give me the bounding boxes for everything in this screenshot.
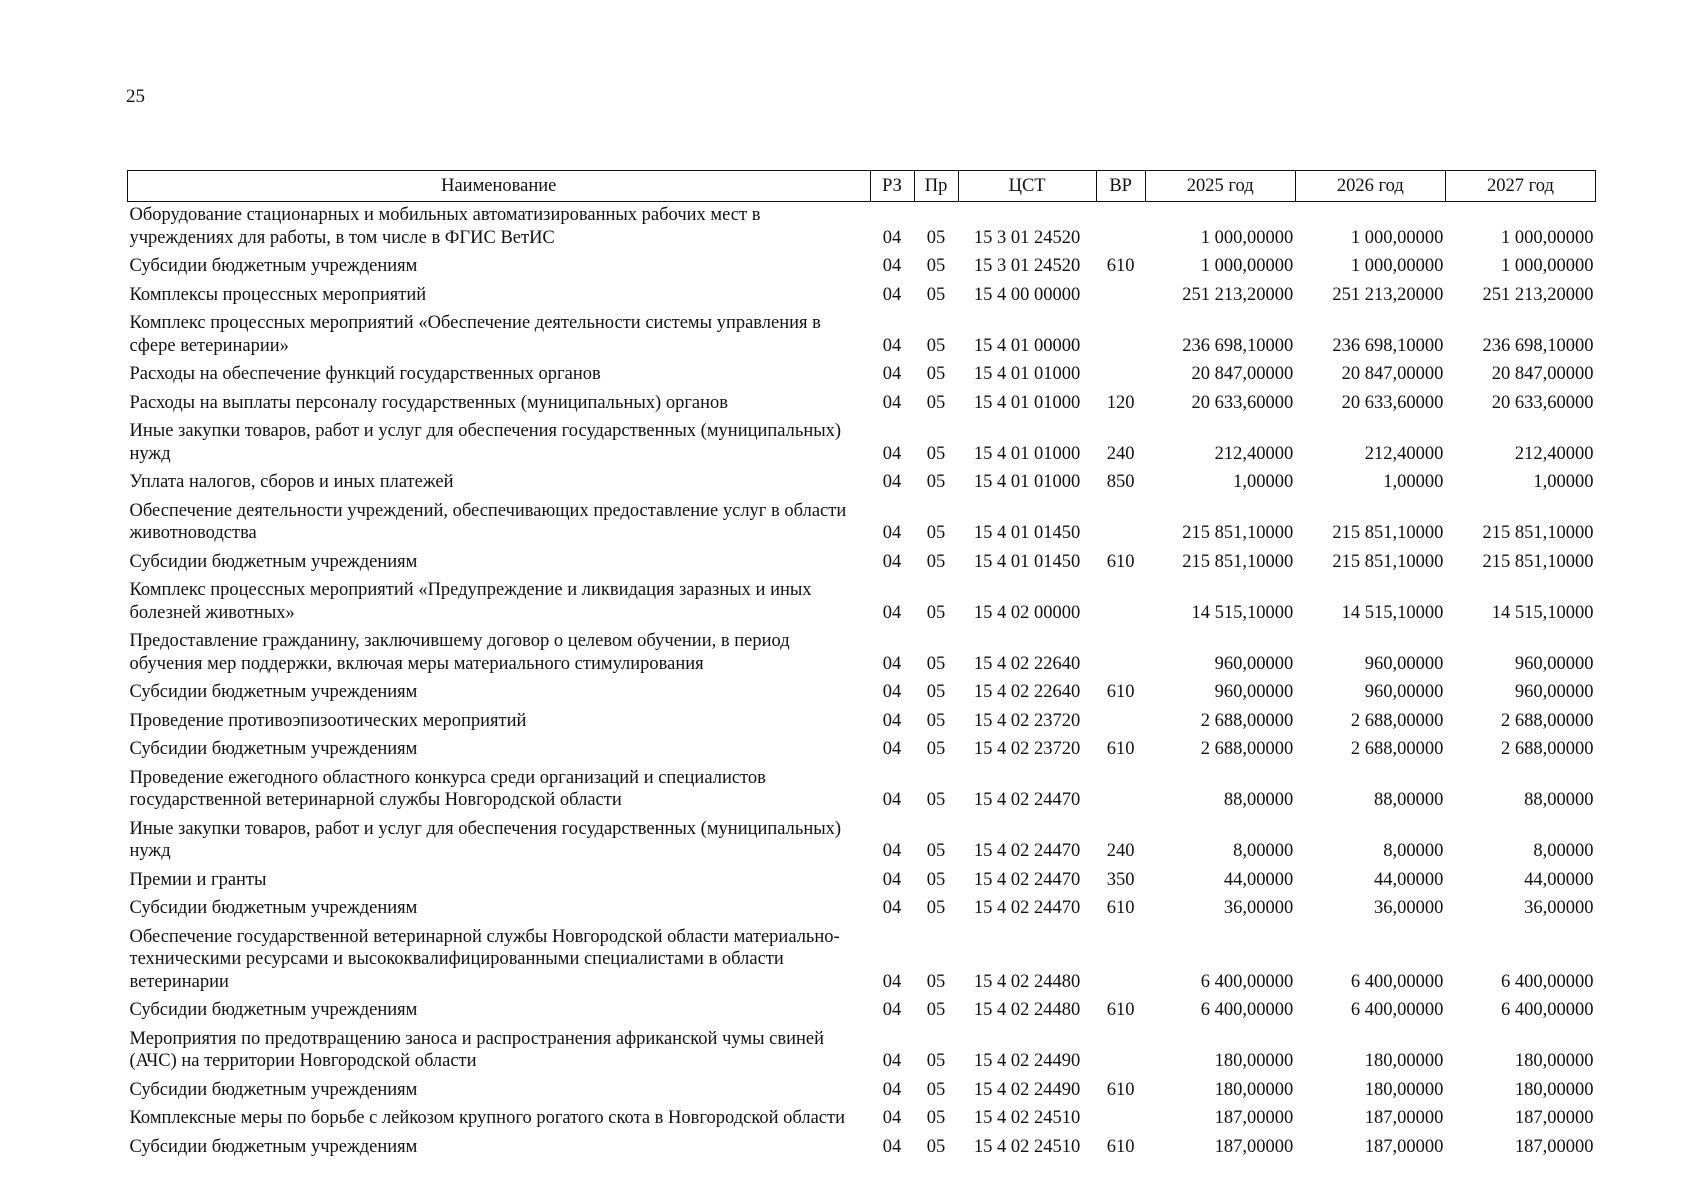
cell-pr: 05 xyxy=(926,653,946,674)
cell-rz: 04 xyxy=(882,1079,902,1100)
cell-pr: 05 xyxy=(926,869,946,890)
cell-y2025: 187,00000 xyxy=(1214,1136,1294,1157)
cell-pr: 05 xyxy=(926,739,946,759)
table-row xyxy=(128,679,1596,708)
cell-rz: 04 xyxy=(882,392,902,413)
cell-cst: 15 4 02 24510 xyxy=(973,1136,1081,1157)
cell-pr: 05 xyxy=(926,227,946,248)
cell-y2025: 6 400,00000 xyxy=(1200,971,1294,992)
cell-y2025: 187,00000 xyxy=(1214,1108,1294,1128)
cell-pr: 05 xyxy=(926,443,946,464)
cell-y2026: 215 851,10000 xyxy=(1332,523,1444,543)
cell-pr: 05 xyxy=(926,602,946,623)
cell-cst: 15 4 02 22640 xyxy=(973,682,1081,702)
table-body xyxy=(128,202,1596,1163)
cell-y2025: 14 515,10000 xyxy=(1191,602,1294,623)
cell-vr: 610 xyxy=(1106,898,1135,918)
header-vr: ВР xyxy=(1096,171,1145,202)
cell-rz: 04 xyxy=(882,335,902,356)
cell-pr: 05 xyxy=(926,1136,946,1157)
cell-rz: 04 xyxy=(882,1108,902,1128)
cell-pr: 05 xyxy=(926,790,946,810)
cell-vr xyxy=(1096,1026,1145,1077)
cell-y2025: 215 851,10000 xyxy=(1182,551,1294,572)
cell-vr: 350 xyxy=(1106,869,1135,890)
cell-vr xyxy=(1096,577,1145,628)
cell-pr: 05 xyxy=(926,710,946,731)
cell-vr xyxy=(1096,498,1145,549)
cell-cst: 15 3 01 24520 xyxy=(973,227,1081,248)
cell-y2025: 6 400,00000 xyxy=(1200,1000,1294,1020)
cell-y2027: 6 400,00000 xyxy=(1501,971,1594,992)
cell-cst: 15 4 01 01450 xyxy=(973,523,1081,543)
cell-vr: 240 xyxy=(1106,443,1135,464)
cell-cst: 15 4 02 24470 xyxy=(973,869,1081,890)
cell-y2027: 20 847,00000 xyxy=(1491,364,1594,384)
cell-y2027: 180,00000 xyxy=(1514,1079,1594,1100)
cell-name: Субсидии бюджетным учреждениям xyxy=(129,898,418,918)
cell-y2027: 2 688,00000 xyxy=(1501,710,1594,731)
cell-vr xyxy=(1096,708,1145,737)
cell-y2027: 187,00000 xyxy=(1514,1108,1594,1128)
cell-cst: 15 4 01 01000 xyxy=(973,472,1081,492)
cell-y2026: 2 688,00000 xyxy=(1350,710,1444,731)
cell-y2026: 20 633,60000 xyxy=(1341,392,1444,413)
cell-cst: 15 4 01 01000 xyxy=(973,443,1081,464)
table-row xyxy=(128,708,1596,737)
cell-cst: 15 4 02 24480 xyxy=(973,1000,1081,1020)
cell-rz: 04 xyxy=(882,523,902,543)
cell-y2026: 180,00000 xyxy=(1364,1051,1444,1071)
cell-rz: 04 xyxy=(882,1000,902,1020)
cell-cst: 15 4 02 23720 xyxy=(973,739,1081,759)
cell-rz: 04 xyxy=(882,739,902,759)
header-2025: 2025 год xyxy=(1145,171,1295,202)
cell-y2025: 20 633,60000 xyxy=(1191,392,1294,413)
cell-cst: 15 4 01 01000 xyxy=(973,364,1081,384)
cell-name: Комплекс процессных мероприятий «Обеспечение деятельности системы управления в сфере ветеринарии» xyxy=(129,313,821,356)
cell-pr: 05 xyxy=(926,335,946,356)
cell-vr xyxy=(1096,628,1145,679)
cell-y2027: 36,00000 xyxy=(1524,898,1594,918)
cell-name: Расходы на выплаты персоналу государственных (муниципальных) органов xyxy=(129,392,729,413)
cell-y2026: 2 688,00000 xyxy=(1350,739,1444,759)
cell-vr xyxy=(1096,765,1145,816)
cell-y2026: 1 000,00000 xyxy=(1350,227,1444,248)
page-number: 25 xyxy=(126,86,145,107)
cell-vr: 610 xyxy=(1106,1079,1135,1100)
cell-name: Оборудование стационарных и мобильных автоматизированных рабочих мест в учреждениях для работы, в том числе в ФГИС ВетИС xyxy=(129,205,761,248)
table-row xyxy=(128,816,1596,867)
cell-y2027: 212,40000 xyxy=(1514,443,1594,464)
header-rz: РЗ xyxy=(870,171,914,202)
cell-name: Комплексные меры по борьбе с лейкозом крупного рогатого скота в Новгородской области xyxy=(129,1108,845,1128)
cell-name: Субсидии бюджетным учреждениям xyxy=(129,1000,418,1020)
cell-y2027: 8,00000 xyxy=(1533,841,1594,861)
cell-y2025: 960,00000 xyxy=(1214,682,1294,702)
cell-y2025: 1 000,00000 xyxy=(1200,256,1294,276)
table-row xyxy=(128,765,1596,816)
cell-pr: 05 xyxy=(926,256,946,276)
cell-y2027: 180,00000 xyxy=(1514,1051,1594,1071)
cell-vr: 120 xyxy=(1106,392,1135,413)
cell-rz: 04 xyxy=(882,472,902,492)
cell-rz: 04 xyxy=(882,841,902,861)
cell-y2026: 88,00000 xyxy=(1373,790,1444,810)
cell-name: Субсидии бюджетным учреждениям xyxy=(129,739,418,759)
cell-rz: 04 xyxy=(882,443,902,464)
table-row xyxy=(128,867,1596,896)
budget-table xyxy=(127,170,1596,1162)
cell-pr: 05 xyxy=(926,392,946,413)
header-pr: Пр xyxy=(914,171,958,202)
cell-y2025: 960,00000 xyxy=(1214,653,1294,674)
cell-cst: 15 4 02 24470 xyxy=(973,790,1081,810)
header-2027: 2027 год xyxy=(1445,171,1595,202)
cell-y2027: 236 698,10000 xyxy=(1482,335,1594,356)
cell-y2027: 215 851,10000 xyxy=(1482,551,1594,572)
cell-pr: 05 xyxy=(926,1000,946,1020)
cell-name: Субсидии бюджетным учреждениям xyxy=(129,256,418,276)
cell-cst: 15 4 02 24470 xyxy=(973,841,1081,861)
cell-y2026: 251 213,20000 xyxy=(1332,284,1444,305)
cell-y2027: 1 000,00000 xyxy=(1501,256,1594,276)
cell-pr: 05 xyxy=(926,971,946,992)
cell-y2026: 960,00000 xyxy=(1364,682,1444,702)
cell-y2027: 215 851,10000 xyxy=(1482,523,1594,543)
cell-y2027: 14 515,10000 xyxy=(1491,602,1594,623)
cell-vr xyxy=(1096,361,1145,390)
table-row xyxy=(128,1026,1596,1077)
table-row xyxy=(128,390,1596,419)
cell-y2026: 6 400,00000 xyxy=(1350,971,1444,992)
cell-name: Уплата налогов, сборов и иных платежей xyxy=(129,472,454,492)
cell-rz: 04 xyxy=(882,971,902,992)
cell-y2026: 20 847,00000 xyxy=(1341,364,1444,384)
cell-y2025: 1 000,00000 xyxy=(1200,227,1294,248)
cell-y2027: 44,00000 xyxy=(1524,869,1594,890)
cell-name: Иные закупки товаров, работ и услуг для обеспечения государственных (муниципальных) нужд xyxy=(129,421,842,464)
cell-vr: 610 xyxy=(1106,682,1135,702)
table-header xyxy=(128,171,1596,202)
cell-y2026: 1 000,00000 xyxy=(1350,256,1444,276)
cell-vr: 850 xyxy=(1106,472,1135,492)
cell-y2025: 44,00000 xyxy=(1223,869,1294,890)
cell-cst: 15 4 02 24510 xyxy=(973,1108,1081,1128)
cell-rz: 04 xyxy=(882,284,902,305)
cell-y2025: 236 698,10000 xyxy=(1182,335,1294,356)
cell-name: Субсидии бюджетным учреждениям xyxy=(129,551,418,572)
table-row xyxy=(128,469,1596,498)
cell-name: Субсидии бюджетным учреждениям xyxy=(129,682,418,702)
cell-name: Иные закупки товаров, работ и услуг для обеспечения государственных (муниципальных) нужд xyxy=(129,818,842,861)
cell-y2026: 215 851,10000 xyxy=(1332,551,1444,572)
cell-y2025: 2 688,00000 xyxy=(1200,710,1294,731)
cell-y2027: 2 688,00000 xyxy=(1501,739,1594,759)
cell-pr: 05 xyxy=(926,284,946,305)
cell-y2026: 960,00000 xyxy=(1364,653,1444,674)
header-cst: ЦСТ xyxy=(958,171,1096,202)
cell-y2026: 14 515,10000 xyxy=(1341,602,1444,623)
cell-y2026: 236 698,10000 xyxy=(1332,335,1444,356)
cell-name: Мероприятия по предотвращению заноса и распространения африканской чумы свиней (АЧС) на территории Новгородской области xyxy=(129,1028,825,1071)
cell-y2025: 215 851,10000 xyxy=(1182,523,1294,543)
cell-pr: 05 xyxy=(926,1108,946,1128)
cell-y2027: 251 213,20000 xyxy=(1482,284,1594,305)
table-row xyxy=(128,253,1596,282)
cell-cst: 15 4 01 01450 xyxy=(973,551,1081,572)
cell-cst: 15 3 01 24520 xyxy=(973,256,1081,276)
cell-pr: 05 xyxy=(926,1079,946,1100)
cell-y2025: 2 688,00000 xyxy=(1200,739,1294,759)
cell-rz: 04 xyxy=(882,653,902,674)
cell-rz: 04 xyxy=(882,602,902,623)
table-row xyxy=(128,498,1596,549)
cell-y2025: 180,00000 xyxy=(1214,1051,1294,1071)
cell-rz: 04 xyxy=(882,682,902,702)
cell-vr xyxy=(1096,310,1145,361)
cell-y2026: 180,00000 xyxy=(1364,1079,1444,1100)
header-row xyxy=(128,171,1596,202)
table-row xyxy=(128,1077,1596,1106)
cell-name: Субсидии бюджетным учреждениям xyxy=(129,1079,418,1100)
header-2026: 2026 год xyxy=(1295,171,1445,202)
cell-name: Премии и гранты xyxy=(129,869,267,890)
table-row xyxy=(128,924,1596,998)
cell-rz: 04 xyxy=(882,869,902,890)
cell-rz: 04 xyxy=(882,227,902,248)
cell-name: Комплекс процессных мероприятий «Предупреждение и ликвидация заразных и иных болезней животных» xyxy=(129,580,812,623)
cell-y2025: 20 847,00000 xyxy=(1191,364,1294,384)
cell-cst: 15 4 01 00000 xyxy=(973,335,1081,356)
cell-y2026: 6 400,00000 xyxy=(1350,1000,1444,1020)
cell-y2027: 187,00000 xyxy=(1514,1136,1594,1157)
cell-pr: 05 xyxy=(926,841,946,861)
cell-vr xyxy=(1096,282,1145,311)
cell-y2026: 1,00000 xyxy=(1383,472,1444,492)
cell-pr: 05 xyxy=(926,551,946,572)
cell-name: Проведение ежегодного областного конкурса среди организаций и специалистов государственной ветеринарной службы Новгородской области xyxy=(129,767,766,810)
table-row xyxy=(128,1134,1596,1163)
cell-y2027: 960,00000 xyxy=(1514,653,1594,674)
cell-y2027: 88,00000 xyxy=(1524,790,1594,810)
cell-y2026: 36,00000 xyxy=(1373,898,1444,918)
cell-pr: 05 xyxy=(926,1051,946,1071)
cell-rz: 04 xyxy=(882,1051,902,1071)
cell-cst: 15 4 02 24490 xyxy=(973,1079,1081,1100)
cell-y2027: 6 400,00000 xyxy=(1501,1000,1594,1020)
table-row xyxy=(128,282,1596,311)
cell-name: Субсидии бюджетным учреждениям xyxy=(129,1136,418,1157)
cell-vr xyxy=(1096,1105,1145,1134)
cell-pr: 05 xyxy=(926,523,946,543)
cell-pr: 05 xyxy=(926,472,946,492)
cell-y2025: 251 213,20000 xyxy=(1182,284,1294,305)
cell-cst: 15 4 02 22640 xyxy=(973,653,1081,674)
table-row xyxy=(128,736,1596,765)
cell-y2027: 1 000,00000 xyxy=(1501,227,1594,248)
cell-y2025: 212,40000 xyxy=(1214,443,1294,464)
cell-y2026: 187,00000 xyxy=(1364,1108,1444,1128)
cell-rz: 04 xyxy=(882,364,902,384)
table-row xyxy=(128,549,1596,578)
cell-vr xyxy=(1096,924,1145,998)
table-row xyxy=(128,628,1596,679)
cell-vr xyxy=(1096,202,1145,254)
cell-rz: 04 xyxy=(882,898,902,918)
cell-y2025: 88,00000 xyxy=(1223,790,1294,810)
cell-pr: 05 xyxy=(926,682,946,702)
cell-name: Комплексы процессных мероприятий xyxy=(129,284,427,305)
cell-vr: 240 xyxy=(1106,841,1135,861)
table-row xyxy=(128,361,1596,390)
cell-rz: 04 xyxy=(882,551,902,572)
table-row xyxy=(128,895,1596,924)
cell-cst: 15 4 00 00000 xyxy=(973,284,1081,305)
cell-y2026: 212,40000 xyxy=(1364,443,1444,464)
table-row xyxy=(128,418,1596,469)
table-row xyxy=(128,577,1596,628)
cell-name: Расходы на обеспечение функций государственных органов xyxy=(129,364,601,384)
cell-name: Предоставление гражданину, заключившему договор о целевом обучении, в период обучения мер поддержки, включая меры материального стимулирования xyxy=(129,631,790,674)
cell-pr: 05 xyxy=(926,898,946,918)
cell-y2027: 20 633,60000 xyxy=(1491,392,1594,413)
cell-name: Проведение противоэпизоотических мероприятий xyxy=(129,710,527,731)
cell-name: Обеспечение государственной ветеринарной службы Новгородской области материально-техническими ресурсами и высококвалифицированными специалистами в области ветеринарии xyxy=(129,926,840,992)
cell-vr: 610 xyxy=(1106,1000,1135,1020)
cell-rz: 04 xyxy=(882,256,902,276)
cell-cst: 15 4 02 00000 xyxy=(973,602,1081,623)
cell-cst: 15 4 02 24480 xyxy=(973,971,1081,992)
cell-rz: 04 xyxy=(882,790,902,810)
cell-y2027: 1,00000 xyxy=(1533,472,1594,492)
cell-cst: 15 4 01 01000 xyxy=(973,392,1081,413)
cell-y2025: 1,00000 xyxy=(1233,472,1294,492)
cell-y2025: 36,00000 xyxy=(1223,898,1294,918)
cell-rz: 04 xyxy=(882,710,902,731)
cell-y2026: 44,00000 xyxy=(1373,869,1444,890)
cell-cst: 15 4 02 24490 xyxy=(973,1051,1081,1071)
cell-y2025: 8,00000 xyxy=(1233,841,1294,861)
cell-cst: 15 4 02 23720 xyxy=(973,710,1081,731)
cell-pr: 05 xyxy=(926,364,946,384)
cell-y2026: 187,00000 xyxy=(1364,1136,1444,1157)
cell-name: Обеспечение деятельности учреждений, обеспечивающих предоставление услуг в области животноводства xyxy=(129,500,847,543)
cell-cst: 15 4 02 24470 xyxy=(973,898,1081,918)
table-row xyxy=(128,310,1596,361)
cell-vr: 610 xyxy=(1106,551,1135,572)
cell-y2025: 180,00000 xyxy=(1214,1079,1294,1100)
cell-vr: 610 xyxy=(1106,256,1135,276)
table-row xyxy=(128,1105,1596,1134)
cell-y2027: 960,00000 xyxy=(1514,682,1594,702)
cell-y2026: 8,00000 xyxy=(1383,841,1444,861)
header-name: Наименование xyxy=(128,171,871,202)
cell-rz: 04 xyxy=(882,1136,902,1157)
cell-vr: 610 xyxy=(1106,739,1135,759)
table-row xyxy=(128,202,1596,254)
cell-vr: 610 xyxy=(1106,1136,1135,1157)
table-row xyxy=(128,997,1596,1026)
